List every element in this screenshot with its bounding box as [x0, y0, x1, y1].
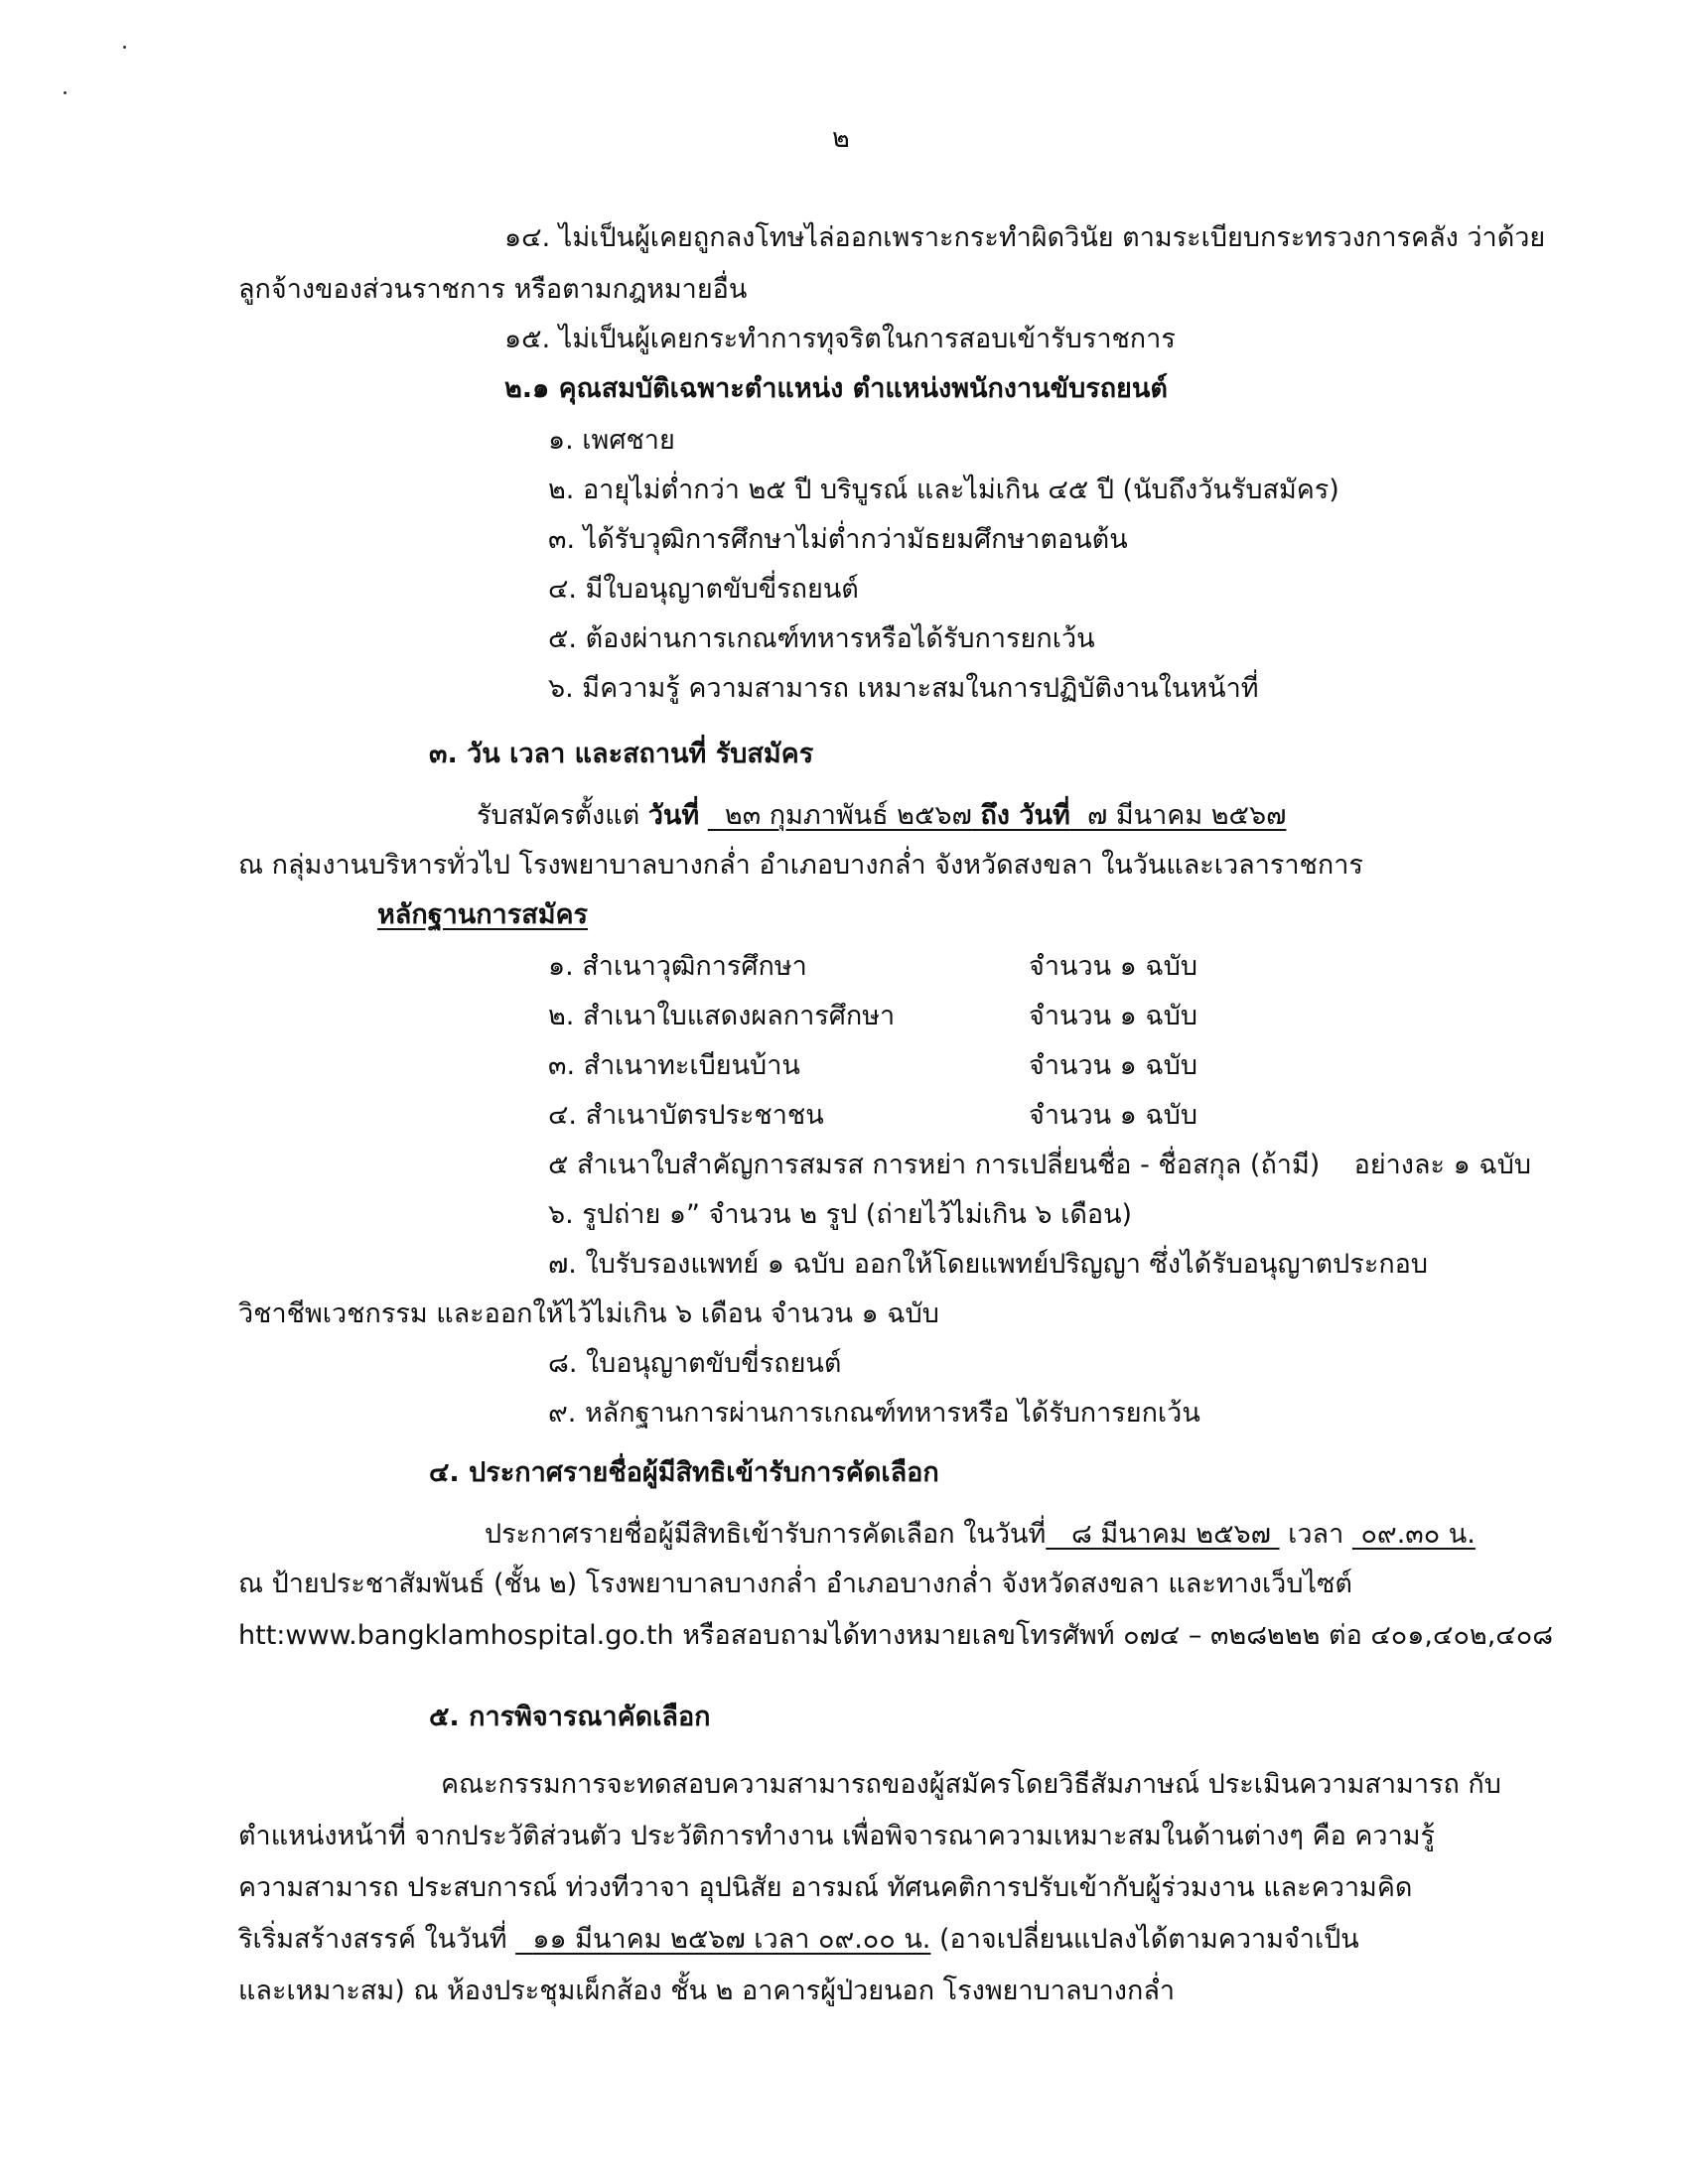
application-start-date-text: ๒๓ กุมภาพันธ์ ๒๕๖๗	[724, 800, 972, 831]
selection-date-text: ๑๑ มีนาคม ๒๕๖๗ เวลา ๐๙.๐๐ น.	[532, 1924, 931, 1955]
document-item-5: ๕ สำเนาใบสำคัญการสมรส การหย่า การเปลี่ยนชื่อ - ชื่อสกุล (ถ้ามี) อย่างละ ๑ ฉบับ	[548, 1150, 1532, 1180]
announcement-time-label: เวลา	[1288, 1519, 1344, 1550]
evidence-heading: หลักฐานการสมัคร	[377, 899, 589, 930]
qualification-item: ๒. อายุไม่ต่ำกว่า ๒๕ ปี บริบูรณ์ และไม่เกิน ๔๕ ปี (นับถึงวันรับสมัคร)	[548, 475, 1339, 505]
application-end-date: ๗ มีนาคม ๒๕๖๗	[1086, 800, 1287, 831]
application-period-prefix: รับสมัครตั้งแต่	[477, 800, 640, 831]
announcement-prefix: ประกาศรายชื่อผู้มีสิทธิเข้ารับการคัดเลือก ในวันที่	[485, 1519, 1047, 1550]
qualification-item: ๕. ต้องผ่านการเกณฑ์ทหารหรือได้รับการยกเว้น	[548, 623, 1095, 654]
page-number: ๒	[832, 123, 850, 154]
item-14-line-1: ๑๔. ไม่เป็นผู้เคยถูกลงโทษไล่ออกเพราะกระทำผิดวินัย ตามระเบียบกระทรวงการคลัง ว่าด้วย	[504, 222, 1546, 253]
document-item-8: ๘. ใบอนุญาตขับขี่รถยนต์	[548, 1348, 842, 1379]
item-15: ๑๕. ไม่เป็นผู้เคยกระทำการทุจริตในการสอบเข้ารับราชการ	[504, 324, 1176, 354]
application-start-date	[708, 800, 1287, 831]
scan-speck	[64, 91, 67, 94]
announcement-location: ณ ป้ายประชาสัมพันธ์ (ชั้น ๒) โรงพยาบาลบางกล่ำ อำเภอบางกล่ำ จังหวัดสงขลา และทางเว็บไซต์	[238, 1569, 1352, 1599]
selection-paragraph-line: ความสามารถ ประสบการณ์ ท่วงทีวาจา อุปนิสัย อารมณ์ ทัศนคติการปรับเข้ากับผู้ร่วมงาน และความคิด	[238, 1872, 1413, 1903]
announcement-time	[1352, 1519, 1476, 1550]
selection-date-suffix: (อาจเปลี่ยนแปลงได้ตามความจำเป็น	[938, 1924, 1359, 1955]
section-2-1-heading: ๒.๑ คุณสมบัติเฉพาะตำแหน่ง ตำแหน่งพนักงานขับรถยนต์	[504, 373, 1168, 404]
document-item-name: ๒. สำเนาใบแสดงผลการศึกษา	[548, 1001, 896, 1031]
document-item-name: ๓. สำเนาทะเบียนบ้าน	[548, 1050, 800, 1081]
document-item-7-line-2: วิชาชีพเวชกรรม และออกให้ไว้ไม่เกิน ๖ เดือน จำนวน ๑ ฉบับ	[238, 1298, 939, 1329]
application-period-line	[477, 800, 1286, 832]
document-item-name: ๔. สำเนาบัตรประชาชน	[548, 1100, 824, 1131]
selection-paragraph-line: ตำแหน่งหน้าที่ จากประวัติส่วนตัว ประวัติการทำงาน เพื่อพิจารณาความเหมาะสมในด้านต่างๆ คือ ความรู้	[238, 1821, 1436, 1851]
section-3-heading: ๓. วัน เวลา และสถานที่ รับสมัคร	[429, 739, 814, 769]
document-item-qty: จำนวน ๑ ฉบับ	[1029, 951, 1198, 982]
document-item-7-line-1: ๗. ใบรับรองแพทย์ ๑ ฉบับ ออกให้โดยแพทย์ปริญญา ซึ่งได้รับอนุญาตประกอบ	[548, 1249, 1429, 1280]
document-item-name: ๑. สำเนาวุฒิการศึกษา	[548, 951, 807, 982]
application-location: ณ กลุ่มงานบริหารทั่วไป โรงพยาบาลบางกล่ำ อำเภอบางกล่ำ จังหวัดสงขลา ในวันและเวลาราชการ	[238, 850, 1363, 881]
section-4-heading: ๔. ประกาศรายชื่อผู้มีสิทธิเข้ารับการคัดเลือก	[429, 1457, 939, 1488]
selection-paragraph-line: และเหมาะสม) ณ ห้องประชุมเผ็กส้อง ชั้น ๒ อาคารผู้ป่วยนอก โรงพยาบาลบางกล่ำ	[238, 1976, 1176, 2006]
qualification-item: ๖. มีความรู้ ความสามารถ เหมาะสมในการปฏิบัติงานในหน้าที่	[548, 673, 1259, 704]
announcement-time-text: ๐๙.๓๐ น.	[1360, 1519, 1476, 1550]
document-item-qty: จำนวน ๑ ฉบับ	[1029, 1001, 1198, 1031]
document-item-6: ๖. รูปถ่าย ๑” จำนวน ๒ รูป (ถ่ายไว้ไม่เกิน ๖ เดือน)	[548, 1199, 1133, 1230]
selection-date-prefix: ริเริ่มสร้างสรรค์ ในวันที่	[238, 1924, 507, 1955]
qualification-item: ๔. มีใบอนุญาตขับขี่รถยนต์	[548, 574, 859, 605]
application-period-day-label: วันที่	[647, 800, 700, 831]
announcement-contact: htt:www.bangklamhospital.go.th หรือสอบถามได้ทางหมายเลขโทรศัพท์ ๐๗๔ – ๓๒๘๒๒๒ ต่อ ๔๐๑,๔๐๒,๔๐๘	[238, 1620, 1554, 1651]
qualification-item: ๑. เพศชาย	[548, 425, 675, 456]
application-to-label: ถึง วันที่	[980, 800, 1070, 831]
selection-date-line	[238, 1924, 1359, 1956]
section-5-heading: ๕. การพิจารณาคัดเลือก	[429, 1702, 711, 1732]
item-14-line-2: ลูกจ้างของส่วนราชการ หรือตามกฎหมายอื่น	[238, 274, 748, 305]
document-item-qty: จำนวน ๑ ฉบับ	[1029, 1100, 1198, 1131]
announcement-date	[1046, 1519, 1279, 1550]
selection-date	[515, 1924, 930, 1955]
document-item-qty: จำนวน ๑ ฉบับ	[1029, 1050, 1198, 1081]
announcement-date-text: ๘ มีนาคม ๒๕๖๗	[1071, 1519, 1271, 1550]
scan-speck	[123, 46, 126, 49]
selection-paragraph-line: คณะกรรมการจะทดสอบความสามารถของผู้สมัครโดยวิธีสัมภาษณ์ ประเมินความสามารถ กับ	[441, 1769, 1501, 1800]
document-item-9: ๙. หลักฐานการผ่านการเกณฑ์ทหารหรือ ได้รับการยกเว้น	[548, 1398, 1200, 1429]
qualification-item: ๓. ได้รับวุฒิการศึกษาไม่ต่ำกว่ามัธยมศึกษาตอนต้น	[548, 524, 1128, 555]
announcement-line	[485, 1519, 1476, 1551]
